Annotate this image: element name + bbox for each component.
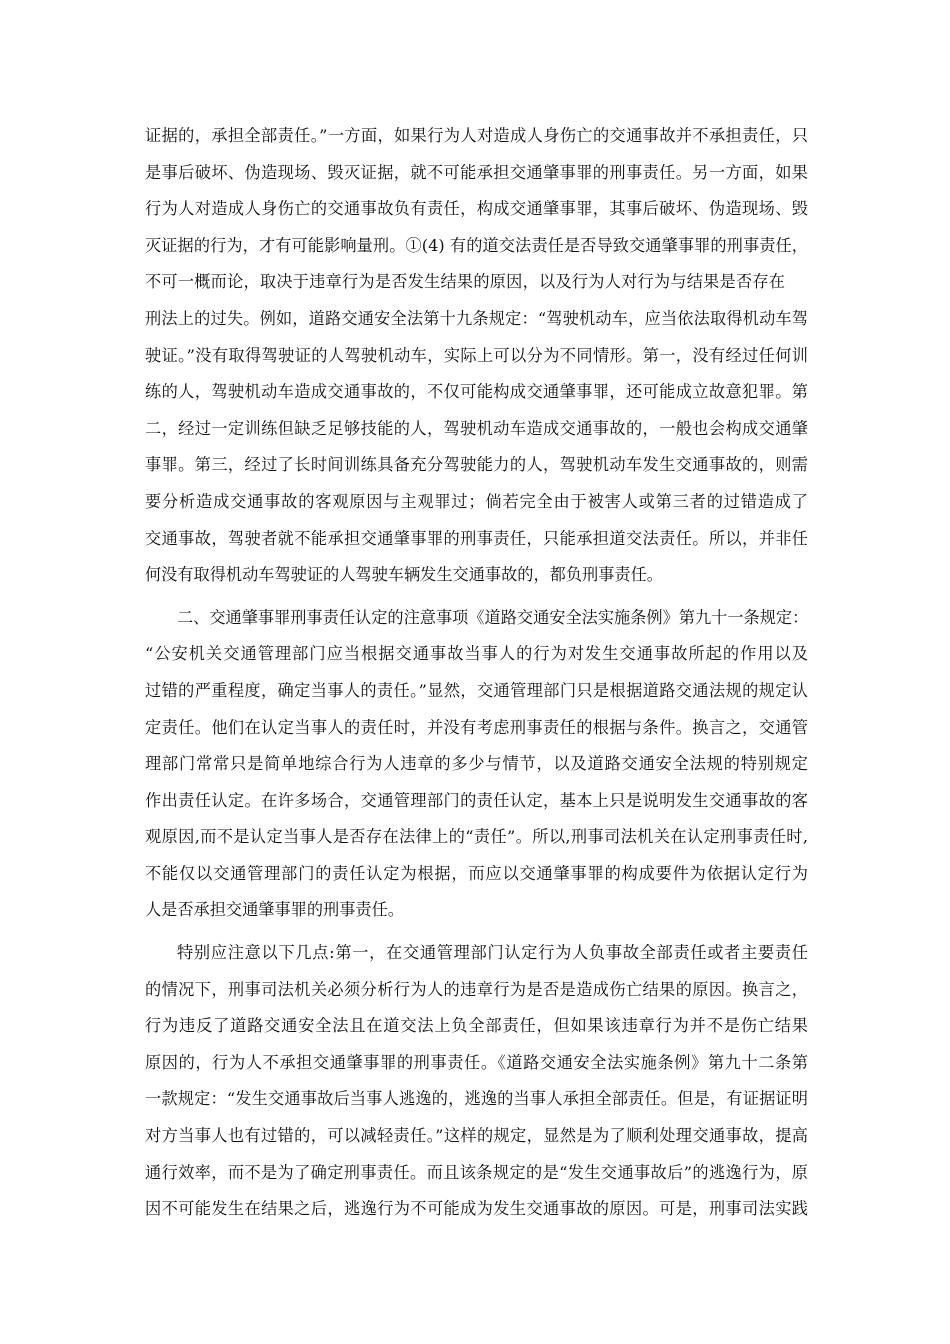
- text-line: 何没有取得机动车驾驶证的人驾驶车辆发生交通事故的，都负刑事责任。: [145, 565, 663, 585]
- text-line: 不可一概而论，取决于违章行为是否发生结果的原因，以及行为人对行为与结果是否存在: [145, 272, 785, 292]
- text-line: 驶证。”没有取得驾驶证的人驾驶机动车，实际上可以分为不同情形。第一，没有经过任何训: [145, 345, 808, 365]
- text-line: 作出责任认定。在许多场合，交通管理部门的责任认定，基本上只是说明发生交通事故的客: [145, 790, 808, 810]
- text-line: 一款规定：“发生交通事故后当事人逃逸的，逃逸的当事人承担全部责任。但是，有证据证明: [145, 1089, 808, 1109]
- paragraph-1: [145, 118, 808, 594]
- text-line: 二、交通肇事罪刑事责任认定的注意事项《道路交通安全法实施条例》第九十一条规定：: [177, 607, 808, 627]
- text-line: 因不可能发生在结果之后，逃逸行为不可能成为发生交通事故的原因。可是，刑事司法实践: [145, 1199, 808, 1219]
- text-line: 是事后破坏、伪造现场、毁灭证据，就不可能承担交通肇事罪的刑事责任。另一方面，如果: [145, 162, 808, 182]
- text-line: 特别应注意以下几点:第一，在交通管理部门认定行为人负事故全部责任或者主要责任: [177, 943, 808, 963]
- text-line: 人是否承担交通肇事罪的刑事责任。: [145, 900, 404, 920]
- text-line: 通行效率，而不是为了确定刑事责任。而且该条规定的是“发生交通事故后”的逃逸行为，原: [145, 1162, 808, 1182]
- text-line: 二，经过一定训练但缺乏足够技能的人，驾驶机动车造成交通事故的，一般也会构成交通肇: [145, 418, 808, 438]
- text-line: 定责任。他们在认定当事人的责任时，并没有考虑刑事责任的根据与条件。换言之，交通管: [145, 717, 808, 737]
- text-line: 交通事故，驾驶者就不能承担交通肇事罪的刑事责任，只能承担道交法责任。所以，并非任: [145, 528, 808, 548]
- text-line: 不能仅以交通管理部门的责任认定为根据，而应以交通肇事罪的构成要件为依据认定行为: [145, 863, 808, 883]
- text-line: 原因的，行为人不承担交通肇事罪的刑事责任。《道路交通安全法实施条例》第九十二条第: [145, 1052, 808, 1072]
- text-line: 练的人，驾驶机动车造成交通事故的，不仅可能构成交通肇事罪，还可能成立故意犯罪。第: [145, 382, 808, 402]
- document-body: [145, 118, 808, 1228]
- text-line: 理部门常常只是简单地综合行为人违章的多少与情节，以及道路交通安全法规的特别规定: [145, 754, 808, 774]
- text-line: 的情况下，刑事司法机关必须分析行为人的违章行为是否是造成伤亡结果的原因。换言之，: [145, 979, 808, 999]
- text-line: “公安机关交通管理部门应当根据交通事故当事人的行为对发生交通事故所起的作用以及: [145, 644, 808, 664]
- text-line: 行为违反了道路交通安全法且在道交法上负全部责任，但如果该违章行为并不是伤亡结果: [145, 1016, 808, 1036]
- text-line: 行为人对造成人身伤亡的交通事故负有责任，构成交通肇事罪，其事后破坏、伪造现场、毁: [145, 199, 808, 219]
- text-line: 要分析造成交通事故的客观原因与主观罪过；倘若完全由于被害人或第三者的过错造成了: [145, 491, 808, 511]
- text-line: 过错的严重程度，确定当事人的责任。”显然，交通管理部门只是根据道路交通法规的规定认: [145, 680, 808, 700]
- text-line: 观原因,而不是认定当事人是否存在法律上的“责任”。所以,刑事司法机关在认定刑事责任时,: [145, 827, 808, 847]
- text-line: 灭证据的行为，才有可能影响量刑。①(4) 有的道交法责任是否导致交通肇事罪的刑事责任，: [145, 235, 808, 255]
- paragraph-2: [145, 600, 808, 929]
- text-line: 对方当事人也有过错的，可以减轻责任。”这样的规定，显然是为了顺利处理交通事故，提高: [145, 1126, 808, 1146]
- text-line: 事罪。第三，经过了长时间训练具备充分驾驶能力的人，驾驶机动车发生交通事故的，则需: [145, 455, 808, 475]
- paragraph-3: [145, 935, 808, 1228]
- text-line: 刑法上的过失。例如，道路交通安全法第十九条规定：“驾驶机动车，应当依法取得机动车驾: [145, 308, 808, 328]
- text-line: 证据的，承担全部责任。”一方面，如果行为人对造成人身伤亡的交通事故并不承担责任，只: [145, 126, 808, 145]
